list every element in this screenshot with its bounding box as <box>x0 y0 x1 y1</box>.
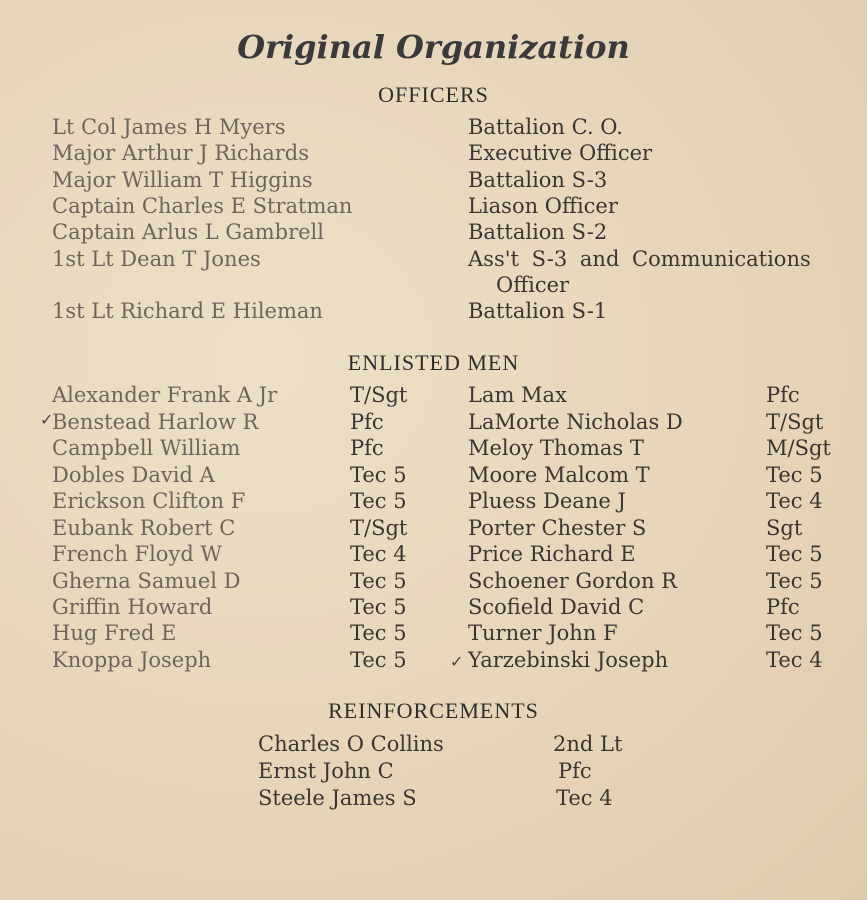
enlisted-name: Hug Fred E <box>52 621 177 645</box>
officer-role: Executive Officer <box>468 141 653 165</box>
enlisted-rank: Tec 4 <box>350 542 407 566</box>
enlisted-rank: Tec 5 <box>766 621 823 645</box>
enlisted-rank: Tec 4 <box>766 489 823 513</box>
enlisted-rank: Tec 5 <box>350 569 407 593</box>
officer-name: Captain Charles E Stratman <box>52 194 353 218</box>
enlisted-rank: Tec 5 <box>766 542 823 566</box>
enlisted-heading: ENLISTED MEN <box>347 350 520 375</box>
enlisted-rank: Tec 5 <box>766 463 823 487</box>
enlisted-rank: Sgt <box>766 516 803 540</box>
enlisted-name: Scofield David C <box>468 595 645 619</box>
enlisted-rank: Tec 5 <box>350 463 407 487</box>
officer-name: Major Arthur J Richards <box>52 141 309 165</box>
officer-name: Lt Col James H Myers <box>52 115 286 139</box>
enlisted-rank: T/Sgt <box>350 516 408 540</box>
officer-role: Battalion S-1 <box>468 299 608 323</box>
reinforcement-name: Steele James S <box>258 786 417 810</box>
enlisted-name: Eubank Robert C <box>52 516 236 540</box>
enlisted-name: Schoener Gordon R <box>468 569 677 593</box>
enlisted-name: Yarzebinski Joseph <box>468 648 669 672</box>
enlisted-name: Griffin Howard <box>52 595 213 619</box>
officer-name: Major William T Higgins <box>52 168 313 192</box>
officer-role: Battalion C. O. <box>468 115 623 139</box>
enlisted-rank: T/Sgt <box>766 410 824 434</box>
reinforcement-name: Charles O Collins <box>258 732 444 756</box>
enlisted-rank: Pfc <box>766 383 800 407</box>
page-title: Original Organization <box>237 28 630 66</box>
enlisted-rank: Pfc <box>350 410 384 434</box>
enlisted-rank: M/Sgt <box>766 436 831 460</box>
enlisted-name: Pluess Deane J <box>468 489 626 513</box>
checkmark-icon: ✓ <box>40 410 54 429</box>
enlisted-name: Gherna Samuel D <box>52 569 241 593</box>
enlisted-rank: Tec 4 <box>766 648 823 672</box>
enlisted-name: Price Richard E <box>468 542 636 566</box>
enlisted-name: Moore Malcom T <box>468 463 650 487</box>
reinforcement-rank: Pfc <box>558 759 592 783</box>
enlisted-name: Benstead Harlow R <box>52 410 259 434</box>
enlisted-name: Erickson Clifton F <box>52 489 246 513</box>
enlisted-rank: T/Sgt <box>350 383 408 407</box>
officers-heading: OFFICERS <box>378 82 489 107</box>
officer-role: Liason Officer <box>468 194 618 218</box>
enlisted-rank: Tec 5 <box>766 569 823 593</box>
officer-role: Battalion S-3 <box>468 168 608 192</box>
enlisted-name: French Floyd W <box>52 542 223 566</box>
officer-role-continued: Officer <box>496 273 570 297</box>
enlisted-name: LaMorte Nicholas D <box>468 410 683 434</box>
checkmark-icon: ✓ <box>450 652 464 671</box>
officer-name: 1st Lt Richard E Hileman <box>52 299 323 323</box>
enlisted-name: Alexander Frank A Jr <box>52 383 278 407</box>
reinforcement-name: Ernst John C <box>258 759 394 783</box>
enlisted-name: Turner John F <box>468 621 618 645</box>
enlisted-rank: Tec 5 <box>350 595 407 619</box>
enlisted-name: Lam Max <box>468 383 567 407</box>
enlisted-name: Campbell William <box>52 436 241 460</box>
reinforcements-heading: REINFORCEMENTS <box>328 698 539 723</box>
enlisted-rank: Pfc <box>350 436 384 460</box>
officer-role: Battalion S-2 <box>468 220 608 244</box>
enlisted-rank: Tec 5 <box>350 621 407 645</box>
enlisted-name: Porter Chester S <box>468 516 647 540</box>
reinforcement-rank: Tec 4 <box>556 786 613 810</box>
officer-name: Captain Arlus L Gambrell <box>52 220 324 244</box>
officer-role: Ass't S-3 and Communications <box>468 247 811 271</box>
reinforcement-rank: 2nd Lt <box>553 732 623 756</box>
enlisted-name: Dobles David A <box>52 463 215 487</box>
enlisted-name: Meloy Thomas T <box>468 436 644 460</box>
enlisted-rank: Pfc <box>766 595 800 619</box>
officer-name: 1st Lt Dean T Jones <box>52 247 261 271</box>
enlisted-rank: Tec 5 <box>350 648 407 672</box>
enlisted-rank: Tec 5 <box>350 489 407 513</box>
enlisted-name: Knoppa Joseph <box>52 648 212 672</box>
